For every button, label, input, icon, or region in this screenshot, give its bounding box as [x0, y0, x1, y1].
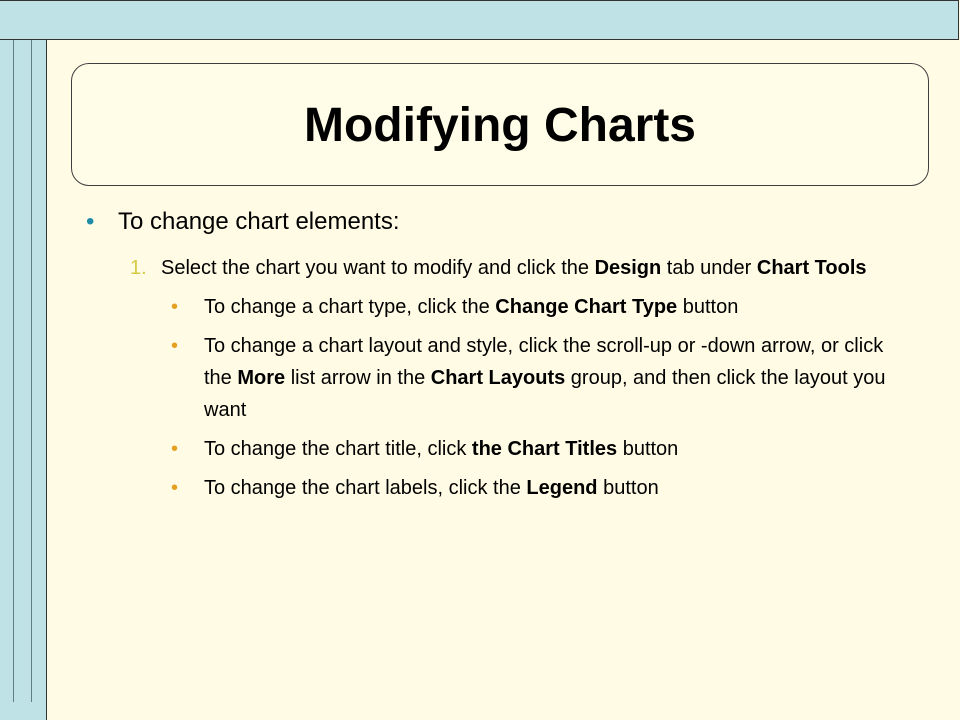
bullet-dot-icon: •: [86, 208, 95, 235]
sub-bullet-layout-style: [86, 330, 896, 426]
chart-layouts-term: Chart Layouts: [430, 367, 566, 389]
sub-bullet-text-part: To change the chart labels, click the: [204, 477, 527, 499]
slide-title: Modifying Charts: [304, 99, 696, 152]
sub-bullet-icon: •: [171, 477, 179, 499]
sub-bullet-icon: •: [171, 296, 179, 318]
main-bullet-text: To change chart elements:: [118, 208, 400, 235]
sub-bullet-text-part: button: [677, 296, 739, 318]
more-term: More: [237, 367, 286, 389]
left-accent-line: [13, 40, 14, 702]
sub-bullet-icon: •: [171, 335, 179, 357]
sub-bullet-text-part: button: [617, 438, 679, 460]
chart-tools-term: Chart Tools: [756, 257, 867, 279]
numbered-step: [86, 252, 896, 284]
left-accent-line: [31, 40, 32, 702]
chart-titles-term: the Chart Titles: [471, 438, 618, 460]
main-bullet: [86, 207, 896, 237]
sub-bullet-chart-type: [86, 291, 896, 323]
step-number: 1.: [130, 257, 147, 279]
step-text-part: Select the chart you want to modify and click the: [161, 257, 595, 279]
left-accent-bar: [0, 40, 47, 720]
step-text-part: tab under: [661, 257, 757, 279]
change-chart-type-term: Change Chart Type: [495, 296, 678, 318]
sub-bullet-text-part: To change a chart type, click the: [204, 296, 496, 318]
design-term: Design: [594, 257, 662, 279]
slide-content: [86, 207, 896, 504]
sub-bullet-text-part: To change the chart title, click: [204, 438, 472, 460]
legend-term: Legend: [526, 477, 598, 499]
sub-bullet-chart-labels: [86, 472, 896, 504]
sub-bullet-text-part: button: [597, 477, 659, 499]
top-accent-bar: [0, 0, 959, 40]
sub-bullet-chart-title: [86, 433, 896, 465]
sub-bullet-icon: •: [171, 438, 179, 460]
sub-bullet-text-part: list arrow in the: [285, 367, 431, 389]
slide-title-box: [71, 63, 929, 186]
sub-bullet-text-part: group, and then click the layout you want: [204, 367, 886, 421]
sub-bullet-text-part: To change a chart layout and style, click the scroll-up or -down arrow, or click the: [204, 335, 884, 389]
